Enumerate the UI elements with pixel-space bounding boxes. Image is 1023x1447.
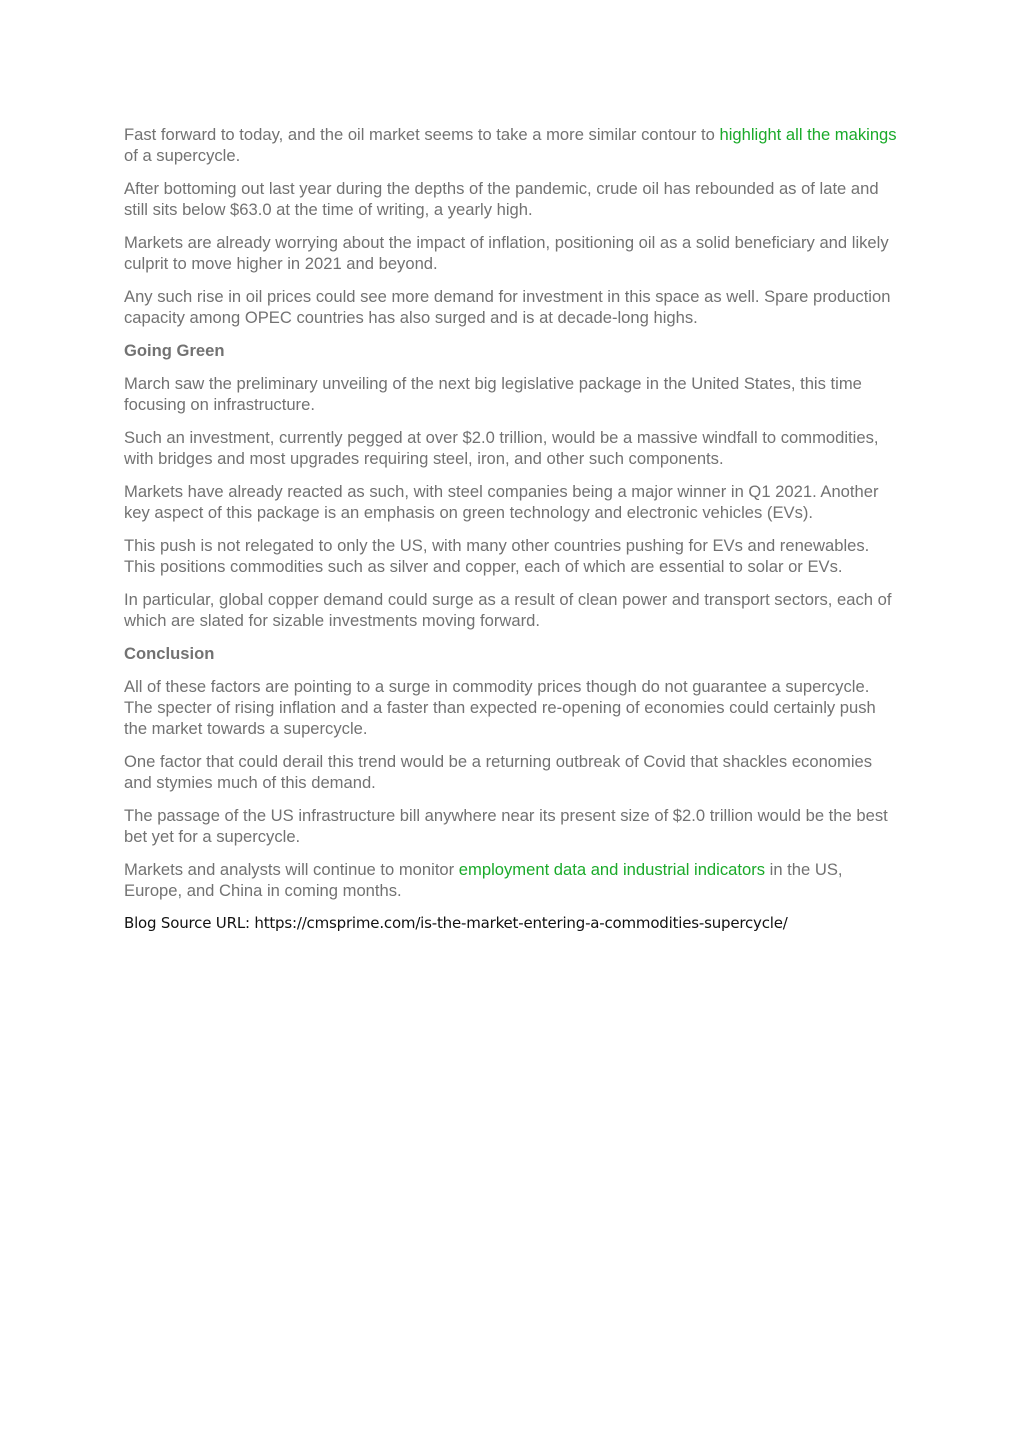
paragraph-text: Markets and analysts will continue to monitor bbox=[124, 860, 459, 879]
paragraph-infrastructure-bill: The passage of the US infrastructure bill anywhere near its present size of $2.0 trillion would be the best bet yet for a supercycle. bbox=[124, 806, 888, 846]
heading-going-green: Going Green bbox=[124, 341, 225, 360]
paragraph-covid-risk: One factor that could derail this trend would be a returning outbreak of Covid that shackles economies and stymies much of this demand. bbox=[124, 752, 873, 792]
paragraph-inflation-worry: Markets are already worrying about the impact of inflation, positioning oil as a solid beneficiary and likely culprit to move higher in 2021 and beyond. bbox=[124, 233, 889, 273]
paragraph-opec-capacity: Any such rise in oil prices could see more demand for investment in this space as well. Spare production capacity among OPEC countries has also surged and is at decade-long highs. bbox=[124, 287, 891, 327]
paragraph-text: Fast forward to today, and the oil market seems to take a more similar contour to bbox=[124, 125, 720, 144]
paragraph-infrastructure-investment: Such an investment, currently pegged at over $2.0 trillion, would be a massive windfall to commodities, with bridges and most upgrades requiring steel, iron, and other such components. bbox=[124, 428, 879, 468]
paragraph-factors-surge: All of these factors are pointing to a surge in commodity prices though do not guarantee a supercycle. The specter of rising inflation and a faster than expected re-opening of economies could certainly push the market towards a supercycle. bbox=[124, 677, 876, 738]
paragraph-copper-demand: In particular, global copper demand could surge as a result of clean power and transport sectors, each of which are slated for sizable investments moving forward. bbox=[124, 590, 892, 630]
paragraph-crude-oil-rebound: After bottoming out last year during the depths of the pandemic, crude oil has rebounded as of late and still sits below $63.0 at the time of writing, a yearly high. bbox=[124, 179, 879, 219]
link-employment-data-industrial-indicators[interactable]: employment data and industrial indicators bbox=[458, 860, 766, 879]
heading-conclusion: Conclusion bbox=[124, 644, 215, 663]
paragraph-text: of a supercycle. bbox=[124, 146, 241, 165]
paragraph-oil-market-today bbox=[124, 124, 900, 166]
document-page bbox=[124, 124, 900, 934]
paragraph-monitor-indicators bbox=[124, 859, 900, 901]
paragraph-legislative-package: March saw the preliminary unveiling of the next big legislative package in the United States, this time focusing on infrastructure. bbox=[124, 374, 862, 414]
link-highlight-all-the-makings[interactable]: highlight all the makings bbox=[719, 125, 897, 144]
blog-source-url: Blog Source URL: https://cmsprime.com/is-the-market-entering-a-commodities-supercycle/ bbox=[124, 914, 788, 932]
paragraph-steel-companies: Markets have already reacted as such, with steel companies being a major winner in Q1 2021. Another key aspect of this package is an emphasis on green technology and electronic vehicles (EVs). bbox=[124, 482, 879, 522]
paragraph-evs-renewables: This push is not relegated to only the US, with many other countries pushing for EVs and renewables. This positions commodities such as silver and copper, each of which are essential to solar or EVs. bbox=[124, 536, 870, 576]
paragraph-text: in the US, Europe, and China in coming months. bbox=[124, 860, 843, 900]
